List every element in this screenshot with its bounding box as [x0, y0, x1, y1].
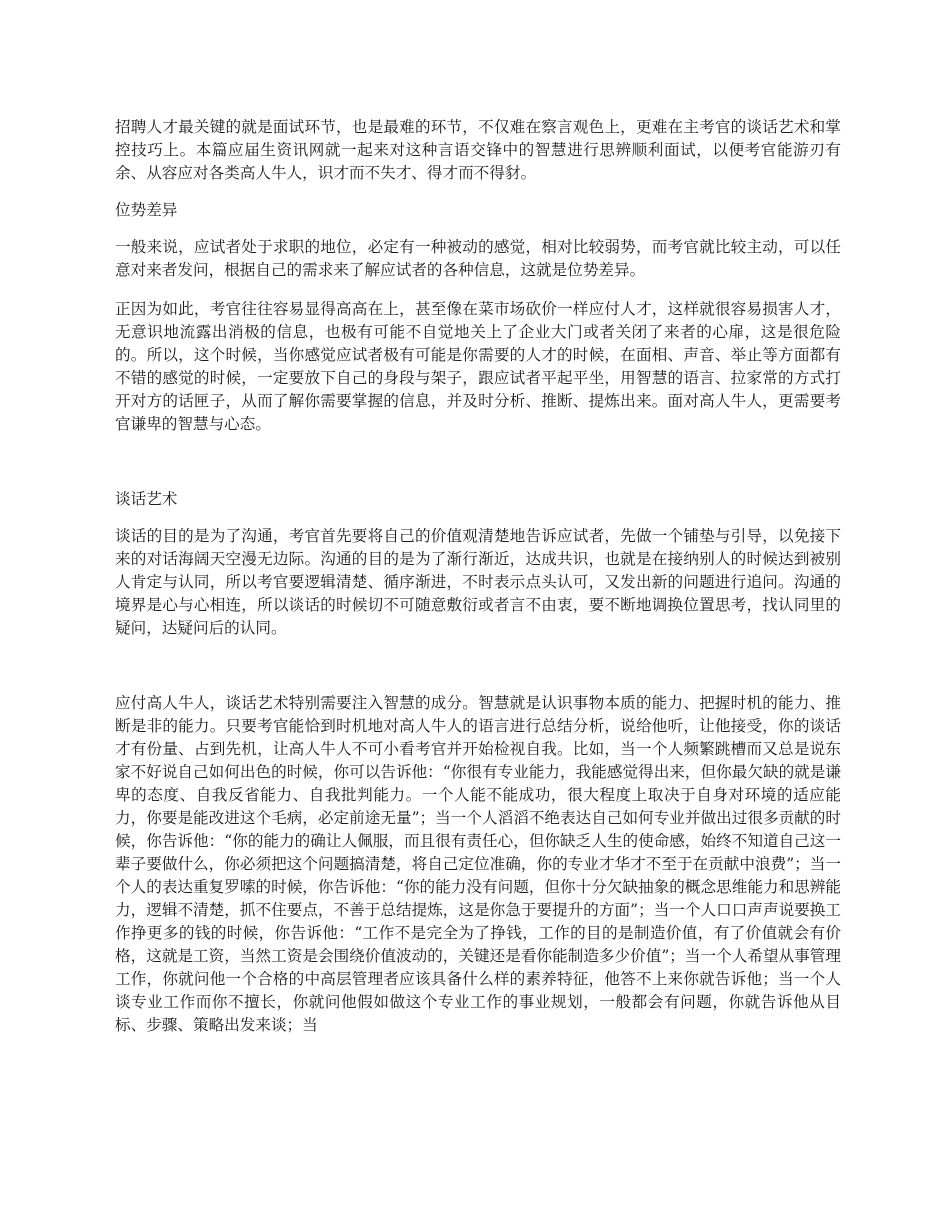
spacer — [115, 511, 841, 525]
body-paragraph: 正因为如此，考官往往容易显得高高在上，甚至像在菜市场砍价一样应付人才，这样就很容易损害人才，无意识地流露出消极的信息，也极有可能不自觉地关上了企业大门或者关闭了来者的心扉，这是很危险的。所以，这个时候，当你感觉应试者极有可能是你需要的人才的时候，在面相、声音、举止等方面都有不错的感觉的时候，一定要放下自己的身段与架子，跟应试者平起平坐，用智慧的语言、拉家常的方式打开对方的话匣子，从而了解你需要掌握的信息，并及时分析、推断、提炼出来。面对高人牛人，更需要考官谦卑的智慧与心态。 — [115, 300, 841, 433]
document-page — [115, 116, 841, 1037]
section-heading-position-difference: 位势差异 — [115, 201, 178, 219]
section-heading-conversation-art: 谈话艺术 — [115, 490, 178, 508]
intro-paragraph: 招聘人才最关键的就是面试环节，也是最难的环节，不仅难在察言观色上，更难在主考官的谈话艺术和掌控技巧上。本篇应届生资讯网就一起来对这种言语交锋中的智慧进行思辨顺利面试，以便考官能游刃有余、从容应对各类高人牛人，识才而不失才、得才而不得豺。 — [115, 118, 841, 182]
spacer — [115, 436, 841, 488]
body-paragraph: 一般来说，应试者处于求职的地位，必定有一种被动的感觉，相对比较弱势，而考官就比较主动，可以任意对来者发问，根据自己的需求来了解应试者的各种信息，这就是位势差异。 — [115, 238, 841, 279]
spacer — [115, 640, 841, 692]
spacer — [115, 282, 841, 298]
body-paragraph: 应付高人牛人，谈话艺术特别需要注入智慧的成分。智慧就是认识事物本质的能力、把握时机的能力、推断是非的能力。只要考官能恰到时机地对高人牛人的语言进行总结分析，说给他听，让他接受，你的谈话才有份量、占到先机，让高人牛人不可小看考官并开始检视自我。比如，当一个人频繁跳槽而又总是说东家不好说自己如何出色的时候，你可以告诉他：“你很有专业能力，我能感觉得出来，但你最欠缺的就是谦卑的态度、自我反省能力、自我批判能力。一个人能不能成功，很大程度上取决于自身对环境的适应能力，你要是能改进这个毛病，必定前途无量”；当一个人滔滔不绝表达自己如何专业并做出过很多贡献的时候，你告诉他：“你的能力的确让人佩服，而且很有责任心，但你缺乏人生的使命感，始终不知道自己这一辈子要做什么，你必须把这个问题搞清楚，将自己定位准确，你的专业才华才不至于在贡献中浪费”；当一个人的表达重复罗嗦的时候，你告诉他：“你的能力没有问题，但你十分欠缺抽象的概念思维能力和思辨能力，逻辑不清楚，抓不住要点，不善于总结提炼，这是你急于要提升的方面”；当一个人口口声声说要换工作挣更多的钱的时候，你告诉他：“工作不是完全为了挣钱，工作的目的是制造价值，有了价值就会有价格，这就是工资，当然工资是会围绕价值波动的，关键还是看你能制造多少价值”；当一个人希望从事管理工作，你就问他一个合格的中高层管理者应该具备什么样的素养特征，他答不上来你就告诉他；当一个人谈专业工作而你不擅长，你就问他假如做这个专业工作的事业规划，一般都会有问题，你就告诉他从目标、步骤、策略出发来谈；当 — [115, 694, 841, 1034]
spacer — [115, 222, 841, 236]
spacer — [115, 185, 841, 199]
body-paragraph: 谈话的目的是为了沟通，考官首先要将自己的价值观清楚地告诉应试者，先做一个铺垫与引导，以免接下来的对话海阔天空漫无边际。沟通的目的是为了渐行渐近，达成共识，也就是在接纳别人的时候达到被别人肯定与认同，所以考官要逻辑清楚、循序渐进，不时表示点头认可，又发出新的问题进行追问。沟通的境界是心与心相连，所以谈话的时候切不可随意敷衍或者言不由衷，要不断地调换位置思考，找认同里的疑问，达疑问后的认同。 — [115, 527, 841, 637]
